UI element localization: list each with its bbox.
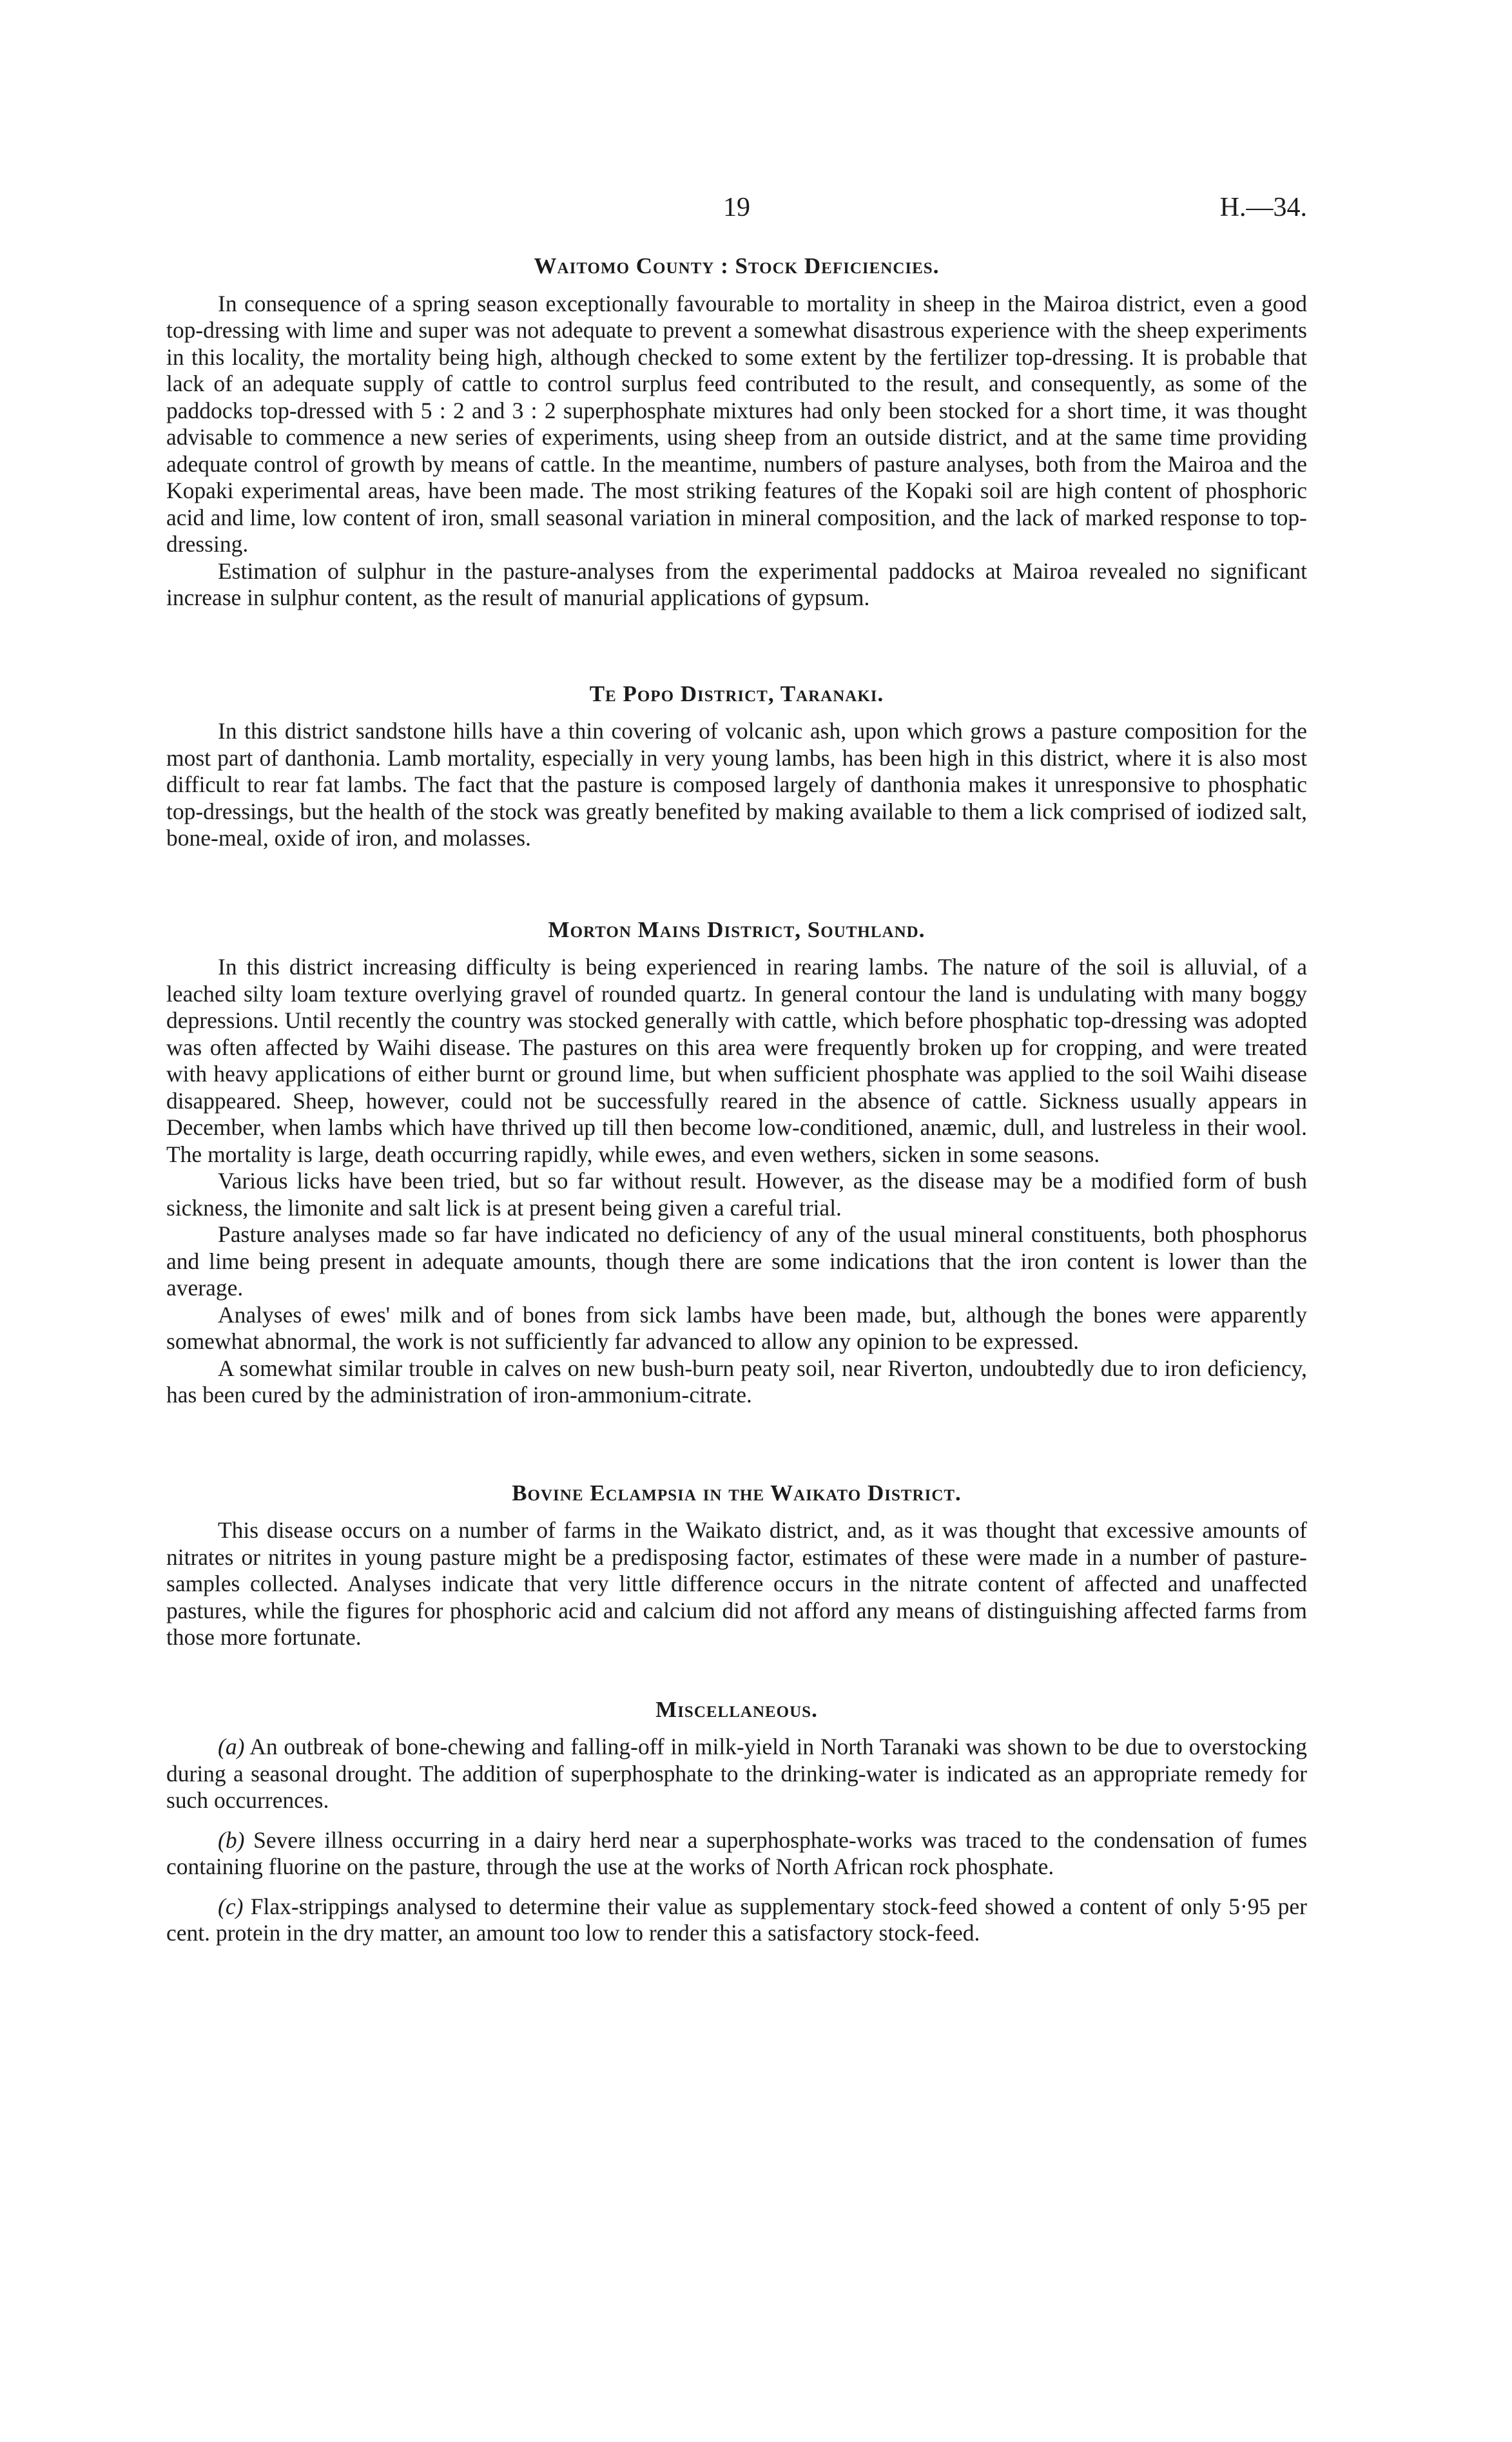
item-text: Severe illness occurring in a dairy herd near a superphosphate-works was traced to the condensation of fumes containing fluorine on the pasture, through the use at the works of North African rock phosphate.	[166, 1827, 1308, 1879]
page-content	[166, 253, 1307, 1947]
section-spacer	[166, 1651, 1307, 1696]
item-label: (b)	[218, 1827, 245, 1853]
section-title: Miscellaneous.	[655, 1696, 818, 1722]
paragraph: Analyses of ewes' milk and of bones from sick lambs have been made, but, although the bones were apparently somewhat abnormal, the work is not sufficiently far advanced to allow any opinion to be expressed.	[166, 1301, 1307, 1354]
section-title: Te Popo District, Taranaki.	[589, 681, 884, 706]
section-spacer	[166, 1409, 1307, 1480]
section-spacer	[166, 612, 1307, 681]
section-miscellaneous	[166, 1696, 1307, 1947]
list-item	[166, 1894, 1307, 1947]
paragraph: Pasture analyses made so far have indicated no deficiency of any of the usual mineral constituents, both phosphorus and lime being present in adequate amounts, though there are some indications that the iron content is lower than the average.	[166, 1221, 1307, 1301]
section-bovine-eclampsia	[166, 1480, 1307, 1651]
item-text: An outbreak of bone-chewing and falling-off in milk-yield in North Taranaki was shown to be due to overstocking during a seasonal drought. The addition of superphosphate to the drinking-water is indicated as an appropriate remedy for such occurrences.	[166, 1734, 1307, 1813]
paragraph: In this district sandstone hills have a thin covering of volcanic ash, upon which grows a pasture composition for the most part of danthonia. Lamb mortality, especially in very young lambs, has been high in this district, where it is also most difficult to rear fat lambs. The fact that the pasture is composed largely of danthonia makes it unresponsive to phosphatic top-dressings, but the health of the stock was greatly benefited by making available to them a lick comprised of iodized salt, bone-meal, oxide of iron, and molasses.	[166, 718, 1307, 851]
paragraph: This disease occurs on a number of farms in the Waikato district, and, as it was thought that excessive amounts of nitrates or nitrites in young pasture might be a predisposing factor, estimates of these were made in a number of pasture-samples collected. Analyses indicate that very little difference occurs in the nitrate content of affected and unaffected pastures, while the figures for phosphoric acid and calcium did not afford any means of distinguishing affected farms from those more fortunate.	[166, 1517, 1307, 1650]
document-reference: H.—34.	[1219, 193, 1307, 222]
list-item	[166, 1734, 1307, 1814]
paragraph: Various licks have been tried, but so far without result. However, as the disease may be a modified form of bush sickness, the limonite and salt lick is at present being given a careful trial.	[166, 1168, 1307, 1221]
section-spacer	[166, 852, 1307, 916]
section-title: Bovine Eclampsia in the Waikato District.	[512, 1480, 962, 1506]
section-waitomo-county	[166, 253, 1307, 612]
item-label: (c)	[218, 1893, 244, 1919]
paragraph: Estimation of sulphur in the pasture-analyses from the experimental paddocks at Mairoa revealed no significant increase in sulphur content, as the result of manurial applications of gypsum.	[166, 557, 1307, 610]
section-title: Morton Mains District, Southland.	[548, 916, 926, 942]
paragraph: In this district increasing difficulty is being experienced in rearing lambs. The nature of the soil is alluvial, of a leached silty loam texture overlying gravel of rounded quartz. In general contour the land is undulating with many boggy depressions. Until recently the country was stocked generally with cattle, which before phosphatic top-dressing was adopted was often affected by Waihi disease. The pastures on this area were frequently broken up for cropping, and were treated with heavy applications of either burnt or ground lime, but when sufficient phosphate was applied to the soil Waihi disease disappeared. Sheep, however, could not be successfully reared in the absence of cattle. Sickness usually appears in December, when lambs which have thrived up till then become low-conditioned, anæmic, dull, and lustreless in their wool. The mortality is large, death occurring rapidly, while ewes, and even wethers, sicken in some seasons.	[166, 954, 1307, 1167]
section-te-popo	[166, 681, 1307, 852]
paragraph: In consequence of a spring season exceptionally favourable to mortality in sheep in the Mairoa district, even a good top-dressing with lime and super was not adequate to prevent a somewhat disastrous experience with the sheep experiments in this locality, the mortality being high, although checked to some extent by the fertilizer top-dressing. It is probable that lack of an adequate supply of cattle to control surplus feed contributed to the result, and consequently, as some of the paddocks top-dressed with 5 : 2 and 3 : 2 superphosphate mixtures had only been stocked for a short time, it was thought advisable to commence a new series of experiments, using sheep from an outside district, and at the same time providing adequate control of growth by means of cattle. In the meantime, numbers of pasture analyses, both from the Mairoa and the Kopaki experimental areas, have been made. The most striking features of the Kopaki soil are high content of phosphoric acid and lime, low content of iron, small seasonal variation in mineral composition, and the lack of marked response to top-dressing.	[166, 290, 1307, 557]
item-label: (a)	[218, 1734, 245, 1759]
paragraph: A somewhat similar trouble in calves on new bush-burn peaty soil, near Riverton, undoubtedly due to iron deficiency, has been cured by the administration of iron-ammonium-citrate.	[166, 1355, 1307, 1408]
page-number: 19	[723, 193, 750, 222]
section-title: Waitomo County : Stock Deficiencies.	[534, 253, 940, 278]
item-text: Flax-strippings analysed to determine their value as supplementary stock-feed showed a content of only 5·95 per cent. protein in the dry matter, an amount too low to render this a satisfactory stock-feed.	[166, 1893, 1307, 1946]
list-item	[166, 1827, 1307, 1881]
page-header	[166, 188, 1307, 227]
section-morton-mains	[166, 916, 1307, 1409]
